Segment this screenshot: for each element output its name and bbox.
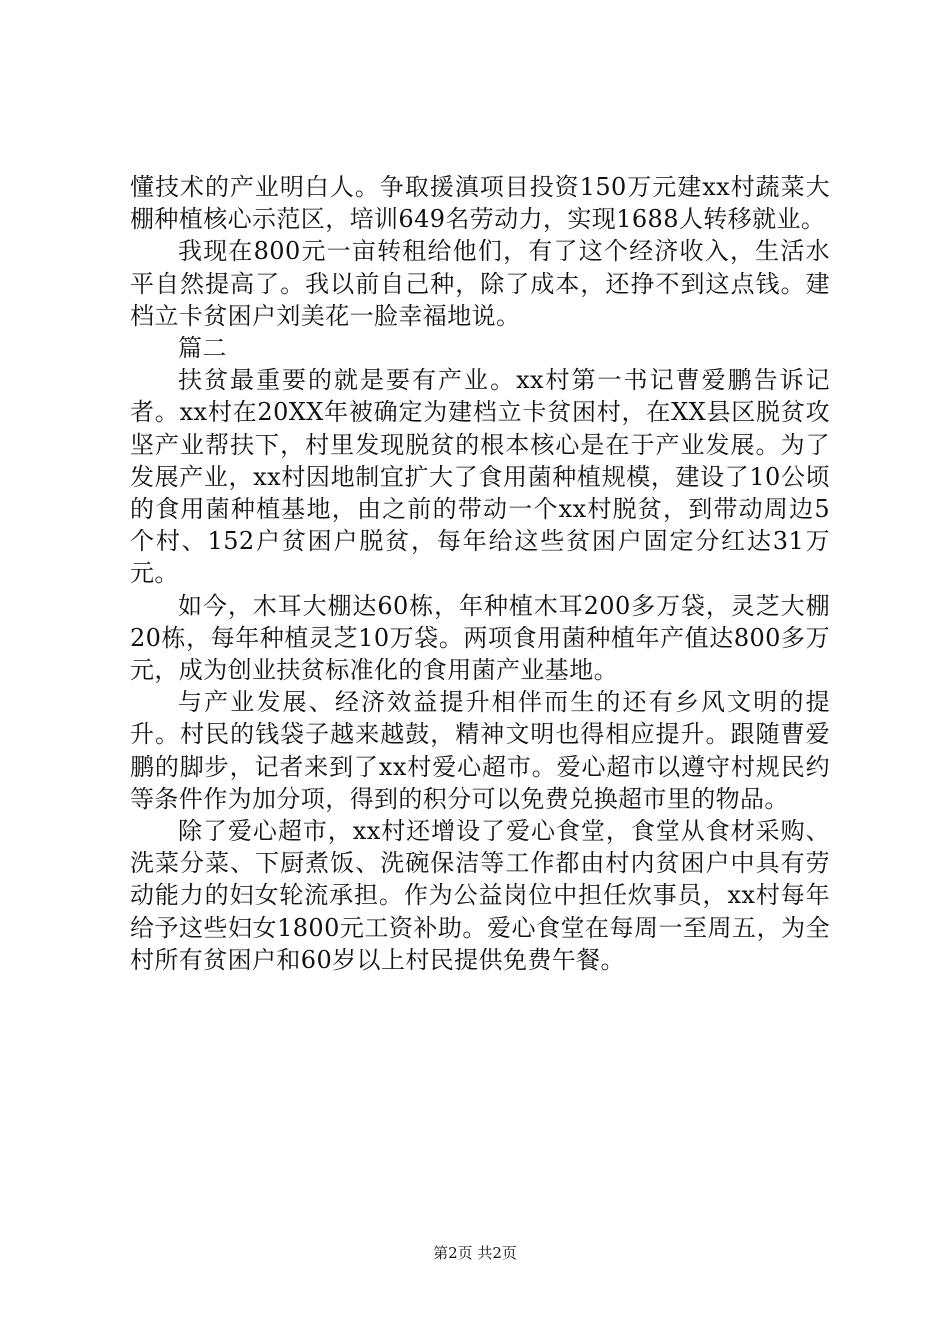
section-heading: 篇二	[178, 334, 227, 363]
paragraph-love-canteen: 除了爱心超市，xx村还增设了爱心食堂，食堂从食材采购、洗菜分菜、下厨煮饭、洗碗保洁等工作都由村内贫困户中具有劳动能力的妇女轮流承担。作为公益岗位中担任炊事员，xx村每年给予这些妇女1800元工资补助。爱心食堂在每周一至周五，为全村所有贫困户和60岁以上村民提供免费午餐。	[130, 817, 830, 974]
paragraph-continuation: 懂技术的产业明白人。争取援滇项目投资150万元建xx村蔬菜大棚种植核心示范区，培训649名劳动力，实现1688人转移就业。	[130, 173, 830, 234]
page-number-footer: 第2页 共2页	[433, 1244, 517, 1262]
paragraph-fungus-base: 如今，木耳大棚达60栋，年种植木耳200多万袋，灵芝大棚20栋，每年种植灵芝10万袋。两项食用菌种植年产值达800多万元，成为创业扶贫标准化的食用菌产业基地。	[130, 591, 830, 685]
paragraph-love-supermarket: 与产业发展、经济效益提升相伴而生的还有乡风文明的提升。村民的钱袋子越来越鼓，精神文明也得相应提升。跟随曹爱鹏的脚步，记者来到了xx村爱心超市。爱心超市以遵守村规民约等条件作为加分项，得到的积分可以免费兑换超市里的物品。	[130, 688, 830, 813]
document-body	[130, 171, 830, 976]
paragraph-quote: 我现在800元一亩转租给他们，有了这个经济收入，生活水平自然提高了。我以前自己种，除了成本，还挣不到这点钱。建档立卡贫困户刘美花一脸幸福地说。	[130, 237, 830, 330]
paragraph-industry: 扶贫最重要的就是要有产业。xx村第一书记曹爱鹏告诉记者。xx村在20XX年被确定为建档立卡贫困村，在XX县区脱贫攻坚产业帮扶下，村里发现脱贫的根本核心是在于产业发展。为了发展产业，xx村因地制宜扩大了食用菌种植规模，建设了10公顷的食用菌种植基地，由之前的带动一个xx村脱贫，到带动周边5个村、152户贫困户脱贫，每年给这些贫困户固定分红达31万元。	[130, 366, 830, 588]
